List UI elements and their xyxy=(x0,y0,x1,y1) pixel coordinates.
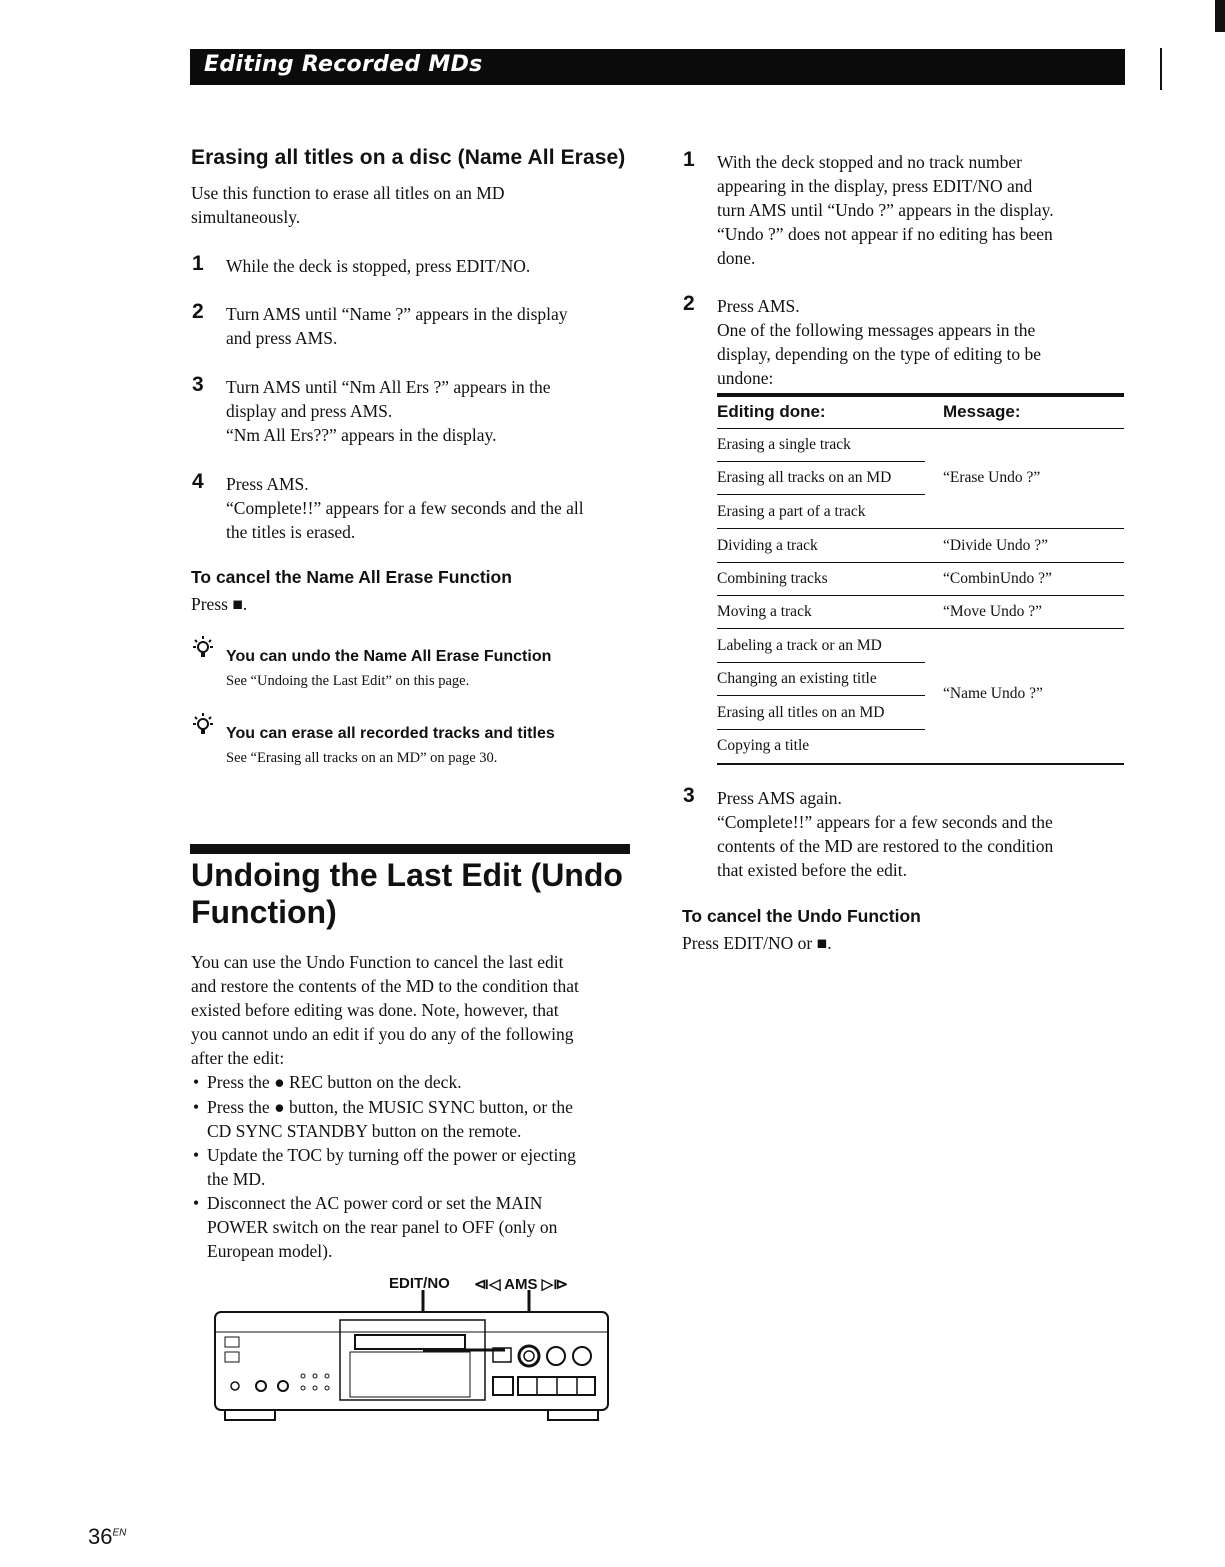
step-text: With the deck stopped and no track number xyxy=(717,152,1022,172)
table-bottom-rule xyxy=(717,763,1124,765)
table-top-rule xyxy=(717,393,1124,397)
table-message: “Name Undo ?” xyxy=(943,685,1043,702)
tip-text: See “Undoing the Last Edit” on this page. xyxy=(226,673,470,689)
step-number: 4 xyxy=(192,470,204,493)
table-row: Erasing all titles on an MD xyxy=(717,704,885,721)
page-number xyxy=(88,1524,126,1550)
bullet-dot: • xyxy=(193,1072,200,1092)
lightbulb-icon xyxy=(192,712,214,738)
cancel-heading: To cancel the Undo Function xyxy=(682,906,921,926)
step-text: display and press AMS. xyxy=(226,401,393,421)
body-line: You can use the Undo Function to cancel the last edit xyxy=(191,952,564,972)
step-text: Press AMS again. xyxy=(717,788,842,808)
bullet-dot: • xyxy=(193,1097,200,1117)
table-message: “Divide Undo ?” xyxy=(943,537,1049,554)
intro-line-1: Use this function to erase all titles on an MD xyxy=(191,183,505,203)
step-text: Press AMS. xyxy=(717,296,800,316)
md-deck-illustration xyxy=(205,1290,615,1435)
bullet-text: POWER switch on the rear panel to OFF (only on xyxy=(207,1217,558,1237)
tip-heading: You can erase all recorded tracks and titles xyxy=(226,725,555,742)
table-row: Erasing all tracks on an MD xyxy=(717,469,892,486)
body-line: after the edit: xyxy=(191,1048,285,1068)
bullet-text: European model). xyxy=(207,1241,333,1261)
table-row: Labeling a track or an MD xyxy=(717,637,882,654)
table-rule xyxy=(717,461,925,462)
bullet-dot: • xyxy=(193,1193,200,1213)
table-rule xyxy=(717,595,1124,596)
table-row: Copying a title xyxy=(717,737,810,754)
step-number: 2 xyxy=(683,292,695,315)
step-text: the titles is erased. xyxy=(226,522,356,542)
section-title-name-all-erase: Erasing all titles on a disc (Name All Erase) xyxy=(191,146,626,169)
bullet-text: Disconnect the AC power cord or set the MAIN xyxy=(207,1193,543,1213)
table-message: “CombinUndo ?” xyxy=(943,570,1052,587)
step-text: Turn AMS until “Nm All Ers ?” appears in the xyxy=(226,377,551,397)
page-number-suffix: EN xyxy=(112,1527,127,1539)
step-text: Press AMS. xyxy=(226,474,309,494)
tip-heading: You can undo the Name All Erase Function xyxy=(226,648,552,665)
table-rule xyxy=(717,729,925,730)
section-title-undo-line2: Function) xyxy=(191,894,337,930)
step-number: 3 xyxy=(683,784,695,807)
table-rule xyxy=(717,494,925,495)
table-row: Changing an existing title xyxy=(717,670,877,687)
step-number: 1 xyxy=(683,148,695,171)
bullet-text: CD SYNC STANDBY button on the remote. xyxy=(207,1121,522,1141)
step-number: 2 xyxy=(192,300,204,323)
step-text: One of the following messages appears in the xyxy=(717,320,1036,340)
step-text: done. xyxy=(717,248,756,268)
bullet-text: Update the TOC by turning off the power or ejecting xyxy=(207,1145,576,1165)
table-rule xyxy=(717,695,925,696)
cancel-heading: To cancel the Name All Erase Function xyxy=(191,567,512,587)
cancel-text: Press ■. xyxy=(191,594,248,614)
table-rule xyxy=(717,628,1124,629)
section-banner xyxy=(190,49,1125,85)
table-message: “Erase Undo ?” xyxy=(943,469,1041,486)
step-text: undone: xyxy=(717,368,774,388)
page-number-value: 36 xyxy=(88,1524,113,1549)
cancel-text: Press EDIT/NO or ■. xyxy=(682,933,832,953)
step-text: display, depending on the type of editing to be xyxy=(717,344,1042,364)
table-rule xyxy=(717,562,1124,563)
tip-text: See “Erasing all tracks on an MD” on page 30. xyxy=(226,750,498,766)
section-rule xyxy=(190,844,630,854)
body-line: existed before editing was done. Note, however, that xyxy=(191,1000,559,1020)
table-row: Moving a track xyxy=(717,603,812,620)
step-text: “Complete!!” appears for a few seconds and the all xyxy=(226,498,584,518)
bullet-text: the MD. xyxy=(207,1169,266,1189)
body-line: and restore the contents of the MD to the condition that xyxy=(191,976,579,996)
step-text: “Undo ?” does not appear if no editing has been xyxy=(717,224,1053,244)
step-number: 1 xyxy=(192,252,204,275)
table-rule xyxy=(717,428,1124,429)
step-text: Turn AMS until “Name ?” appears in the display xyxy=(226,304,568,324)
figure-label-ams: ⧏◁ AMS ▷⧐ xyxy=(474,1276,569,1293)
table-header-message: Message: xyxy=(943,402,1021,421)
table-rule xyxy=(717,662,925,663)
table-row: Erasing a single track xyxy=(717,436,851,453)
body-line: you cannot undo an edit if you do any of the following xyxy=(191,1024,574,1044)
step-text: “Nm All Ers??” appears in the display. xyxy=(226,425,497,445)
step-text: While the deck is stopped, press EDIT/NO. xyxy=(226,256,531,276)
figure-label-edit-no: EDIT/NO xyxy=(389,1275,450,1292)
table-row: Dividing a track xyxy=(717,537,818,554)
bullet-text: Press the ● REC button on the deck. xyxy=(207,1072,462,1092)
banner-title: Editing Recorded MDs xyxy=(204,52,483,77)
step-number: 3 xyxy=(192,373,204,396)
table-rule xyxy=(717,528,1124,529)
step-text: contents of the MD are restored to the condition xyxy=(717,836,1054,856)
step-text: appearing in the display, press EDIT/NO and xyxy=(717,176,1033,196)
table-header-editing: Editing done: xyxy=(717,402,826,421)
intro-line-2: simultaneously. xyxy=(191,207,301,227)
lightbulb-icon xyxy=(192,635,214,661)
step-text: that existed before the edit. xyxy=(717,860,907,880)
step-text: and press AMS. xyxy=(226,328,338,348)
step-text: turn AMS until “Undo ?” appears in the display. xyxy=(717,200,1054,220)
table-row: Erasing a part of a track xyxy=(717,503,866,520)
margin-rule xyxy=(1160,48,1162,90)
bullet-dot: • xyxy=(193,1145,200,1165)
bullet-text: Press the ● button, the MUSIC SYNC button, or the xyxy=(207,1097,573,1117)
table-row: Combining tracks xyxy=(717,570,828,587)
table-message: “Move Undo ?” xyxy=(943,603,1042,620)
section-title-undo: Undoing the Last Edit (Undo xyxy=(191,857,623,893)
step-text: “Complete!!” appears for a few seconds and the xyxy=(717,812,1053,832)
corner-mark xyxy=(1215,0,1225,32)
